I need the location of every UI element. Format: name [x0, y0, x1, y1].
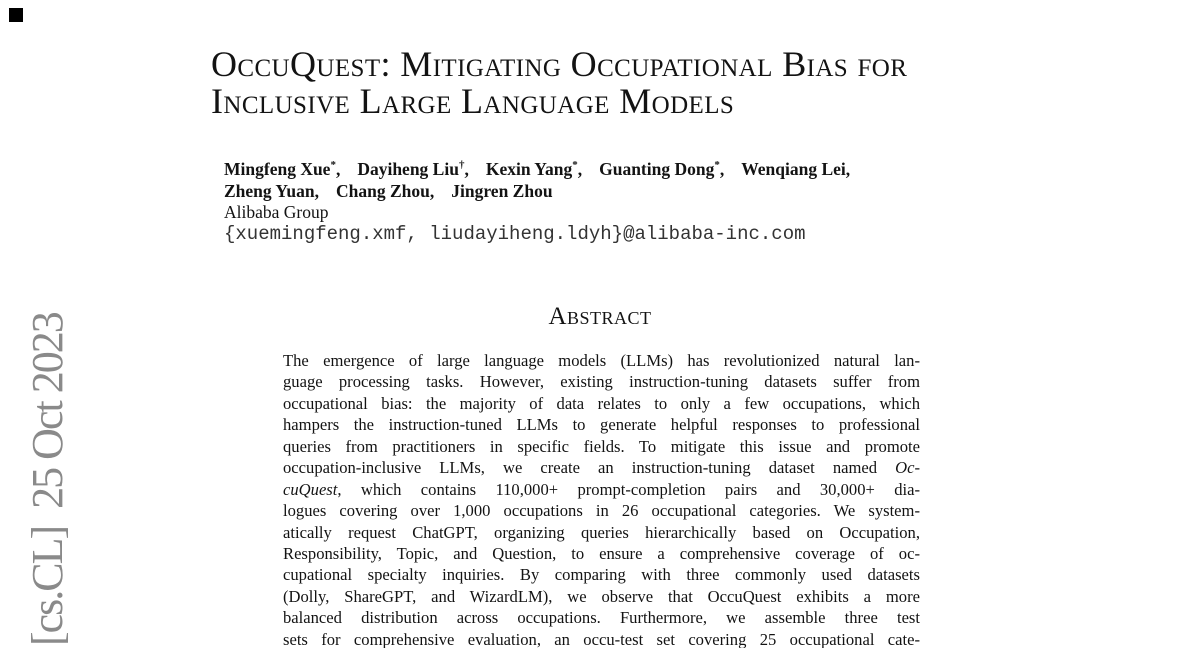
abstract-line: The emergence of large language models (LLMs) has revolutionized natural lan-: [283, 351, 920, 370]
title-line-2: Inclusive Large Language Models: [211, 81, 735, 121]
affiliation: Alibaba Group: [224, 202, 329, 223]
author-name: Chang Zhou,: [336, 180, 435, 201]
abstract-line: cuQuest, which contains 110,000+ prompt-completion pairs and 30,000+ dia-: [283, 479, 920, 499]
abstract-line: atically request ChatGPT, organizing queries hierarchically based on Occupation,: [283, 522, 920, 542]
title-line-1: OccuQuest: Mitigating Occupational Bias for: [211, 44, 908, 84]
abstract-line: Responsibility, Topic, and Question, to ensure a comprehensive coverage of oc-: [283, 543, 920, 563]
abstract-heading: Abstract: [548, 303, 652, 330]
author-line-1: [224, 159, 850, 181]
abstract-line: logues covering over 1,000 occupations in 26 occupational categories. We system-: [283, 501, 920, 521]
abstract-line: cupational specialty inquiries. By comparing with three commonly used datasets: [283, 565, 920, 585]
author-name: Kexin Yang*,: [485, 159, 583, 179]
abstract-line: hampers the instruction-tuned LLMs to generate helpful responses to professional: [283, 415, 920, 435]
author-name: Jingren Zhou: [451, 180, 553, 201]
author-name: Wenqiang Lei,: [741, 159, 851, 179]
abstract-line: queries from practitioners in specific fields. To mitigate this issue and promote: [283, 436, 920, 456]
author-name: Zheng Yuan,: [224, 180, 320, 201]
paper-title: [211, 46, 907, 120]
arxiv-watermark: [cs.CL] 25 Oct 2023: [23, 313, 72, 646]
abstract-line: occupational bias: the majority of data relates to only a few occupations, which: [283, 393, 920, 413]
authors-block: [224, 159, 850, 245]
abstract-line: balanced distribution across occupations. Furthermore, we assemble three test: [283, 608, 920, 628]
abstract-line: sets for comprehensive evaluation, an occu-test set covering 25 occupational cate-: [283, 629, 920, 648]
author-line-2: [224, 181, 850, 203]
abstract-line: occupation-inclusive LLMs, we create an instruction-tuning dataset named Oc-: [283, 458, 920, 478]
abstract-line: guage processing tasks. However, existing instruction-tuning datasets suffer from: [283, 372, 920, 392]
email-address: {xuemingfeng.xmf, liudayiheng.ldyh}@alibaba-inc.com: [224, 222, 806, 245]
corner-marker: [9, 8, 23, 22]
author-name: Mingfeng Xue*,: [224, 159, 341, 179]
abstract-line: (Dolly, ShareGPT, and WizardLM), we observe that OccuQuest exhibits a more: [283, 586, 920, 606]
author-name: Dayiheng Liu†,: [357, 159, 469, 179]
abstract-body: [283, 350, 920, 648]
author-name: Guanting Dong*,: [599, 159, 725, 179]
